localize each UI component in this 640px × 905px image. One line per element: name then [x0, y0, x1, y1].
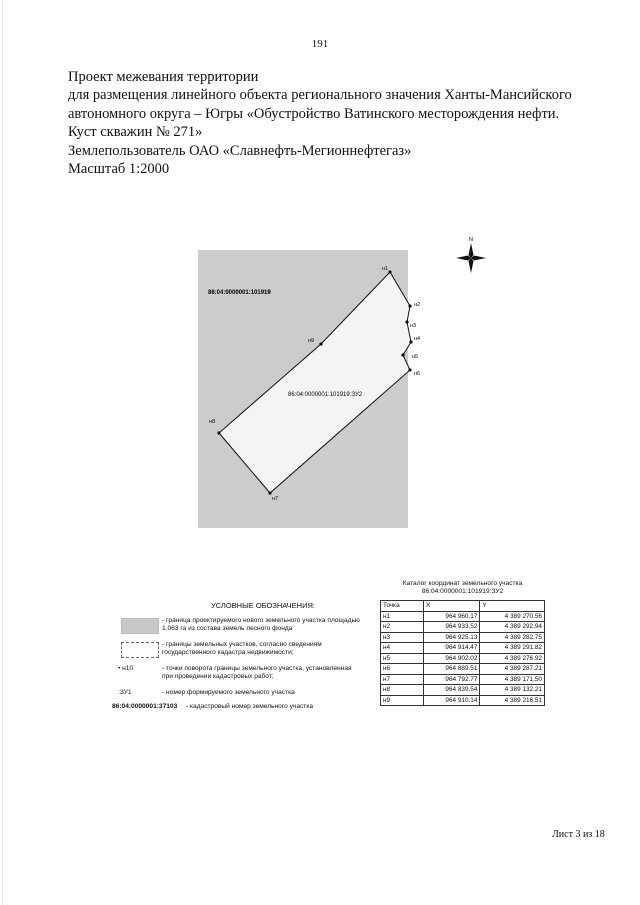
point-cell: н7 [381, 674, 424, 685]
y-cell: 4 389 216.51 [480, 695, 545, 706]
point-cell: н8 [381, 685, 424, 696]
scan-edge [2, 0, 3, 905]
point-marker [268, 491, 271, 494]
x-cell: 964 889.51 [424, 664, 480, 675]
table-row [381, 674, 545, 685]
point-cell: н9 [381, 695, 424, 706]
x-cell: 964 960.17 [424, 611, 480, 622]
column-header: Точка [381, 601, 424, 612]
catalog-title-line: Каталог координат земельного участка [402, 580, 523, 587]
x-cell: 964 902.02 [424, 653, 480, 664]
parcel-outer-label: 86:04:0000001:101919 [208, 290, 271, 296]
title-line: автономного округа – Югры «Обустройство Ватинского месторождения нефти. [68, 105, 560, 122]
svg-text:N: N [469, 237, 473, 243]
new-parcel-swatch [121, 618, 159, 634]
x-cell: 964 792.77 [424, 674, 480, 685]
legend-text: - точки поворота границы земельного участка, установленная при проведении кадастровых работ; [162, 665, 352, 680]
table-row [381, 643, 545, 654]
point-marker [409, 340, 412, 343]
x-cell: 964 925.13 [424, 632, 480, 643]
table-row [381, 685, 545, 696]
point-label: н7 [272, 496, 279, 502]
column-header: X [424, 601, 480, 612]
table-header-row [381, 601, 545, 612]
column-header: Y [480, 601, 545, 612]
cadastral-boundary-swatch [121, 642, 159, 658]
point-cell: н2 [381, 622, 424, 633]
table-row [381, 653, 545, 664]
legend-text: - кадастровый номер земельного участка [186, 703, 314, 710]
legend-row [108, 702, 378, 714]
cadastral-map [190, 232, 500, 552]
table-row [381, 632, 545, 643]
y-cell: 4 389 132.21 [480, 685, 545, 696]
title-line: Куст скважин № 271» [68, 124, 203, 141]
point-cell: н3 [381, 632, 424, 643]
legend-key: • н10 [118, 665, 134, 672]
x-cell: 964 914.47 [424, 643, 480, 654]
point-cell: н4 [381, 643, 424, 654]
legend [108, 602, 378, 714]
title-block [68, 68, 608, 178]
coordinates-table [380, 600, 545, 706]
north-arrow-icon [456, 237, 486, 273]
point-marker [405, 320, 408, 323]
point-cell: н5 [381, 653, 424, 664]
y-cell: 4 389 282.75 [480, 632, 545, 643]
legend-row [108, 616, 378, 640]
y-cell: 4 389 276.92 [480, 653, 545, 664]
table-row [381, 695, 545, 706]
legend-row [108, 688, 378, 702]
catalog-title [380, 580, 545, 596]
y-cell: 4 389 287.21 [480, 664, 545, 675]
coordinate-catalog [380, 580, 545, 706]
legend-text: - номер формируемого земельного участка [162, 689, 295, 696]
point-marker [401, 353, 404, 356]
table-row [381, 664, 545, 675]
parcel-new-label: 86:04:0000001:101919:ЗУ2 [288, 392, 363, 398]
point-label: н1 [382, 266, 389, 272]
table-row [381, 611, 545, 622]
point-label: н2 [414, 302, 421, 308]
x-cell: 964 839.54 [424, 685, 480, 696]
point-marker [388, 270, 391, 273]
title-line: Масштаб 1:2000 [68, 161, 170, 178]
title-line: Землепользователь ОАО «Славнефть-Мегионнефтегаз» [68, 142, 412, 159]
legend-text: - границы земельных участков, согласно сведениям государственного кадастра недвижимости; [162, 641, 322, 656]
point-marker [408, 304, 411, 307]
y-cell: 4 389 291.82 [480, 643, 545, 654]
legend-title: УСЛОВНЫЕ ОБОЗНАЧЕНИЯ: [210, 601, 315, 610]
point-label: н5 [412, 354, 419, 360]
point-label: н3 [410, 323, 417, 329]
y-cell: 4 389 270.56 [480, 611, 545, 622]
point-cell: н6 [381, 664, 424, 675]
y-cell: 4 389 292.94 [480, 622, 545, 633]
point-label: н8 [209, 419, 216, 425]
y-cell: 4 389 171.50 [480, 674, 545, 685]
page-number: 191 [311, 38, 329, 50]
point-label: н4 [414, 336, 421, 342]
point-cell: н1 [381, 611, 424, 622]
map-svg [190, 232, 500, 552]
title-line: Проект межевания территории [68, 69, 259, 85]
table-row [381, 622, 545, 633]
sheet-label: Лист 3 из 18 [552, 829, 605, 840]
x-cell: 964 933.52 [424, 622, 480, 633]
catalog-title-line: 86:04:0000001:101919:ЗУ2 [421, 588, 504, 595]
point-marker [408, 368, 411, 371]
legend-text: - граница проектируемого нового земельного участка площадью 1.063 га из состава земель лесного фонда [162, 617, 360, 632]
x-cell: 964 910.14 [424, 695, 480, 706]
point-label: н6 [414, 371, 421, 377]
legend-key: :ЗУ1 [118, 689, 132, 696]
legend-row [108, 640, 378, 664]
point-label: н9 [308, 338, 315, 344]
point-marker [319, 342, 322, 345]
legend-key: 86:04:0000001:37103 [112, 703, 178, 710]
title-line: для размещения линейного объекта регионального значения Ханты-Мансийского [68, 87, 572, 104]
legend-row [108, 664, 378, 688]
point-marker [217, 431, 220, 434]
